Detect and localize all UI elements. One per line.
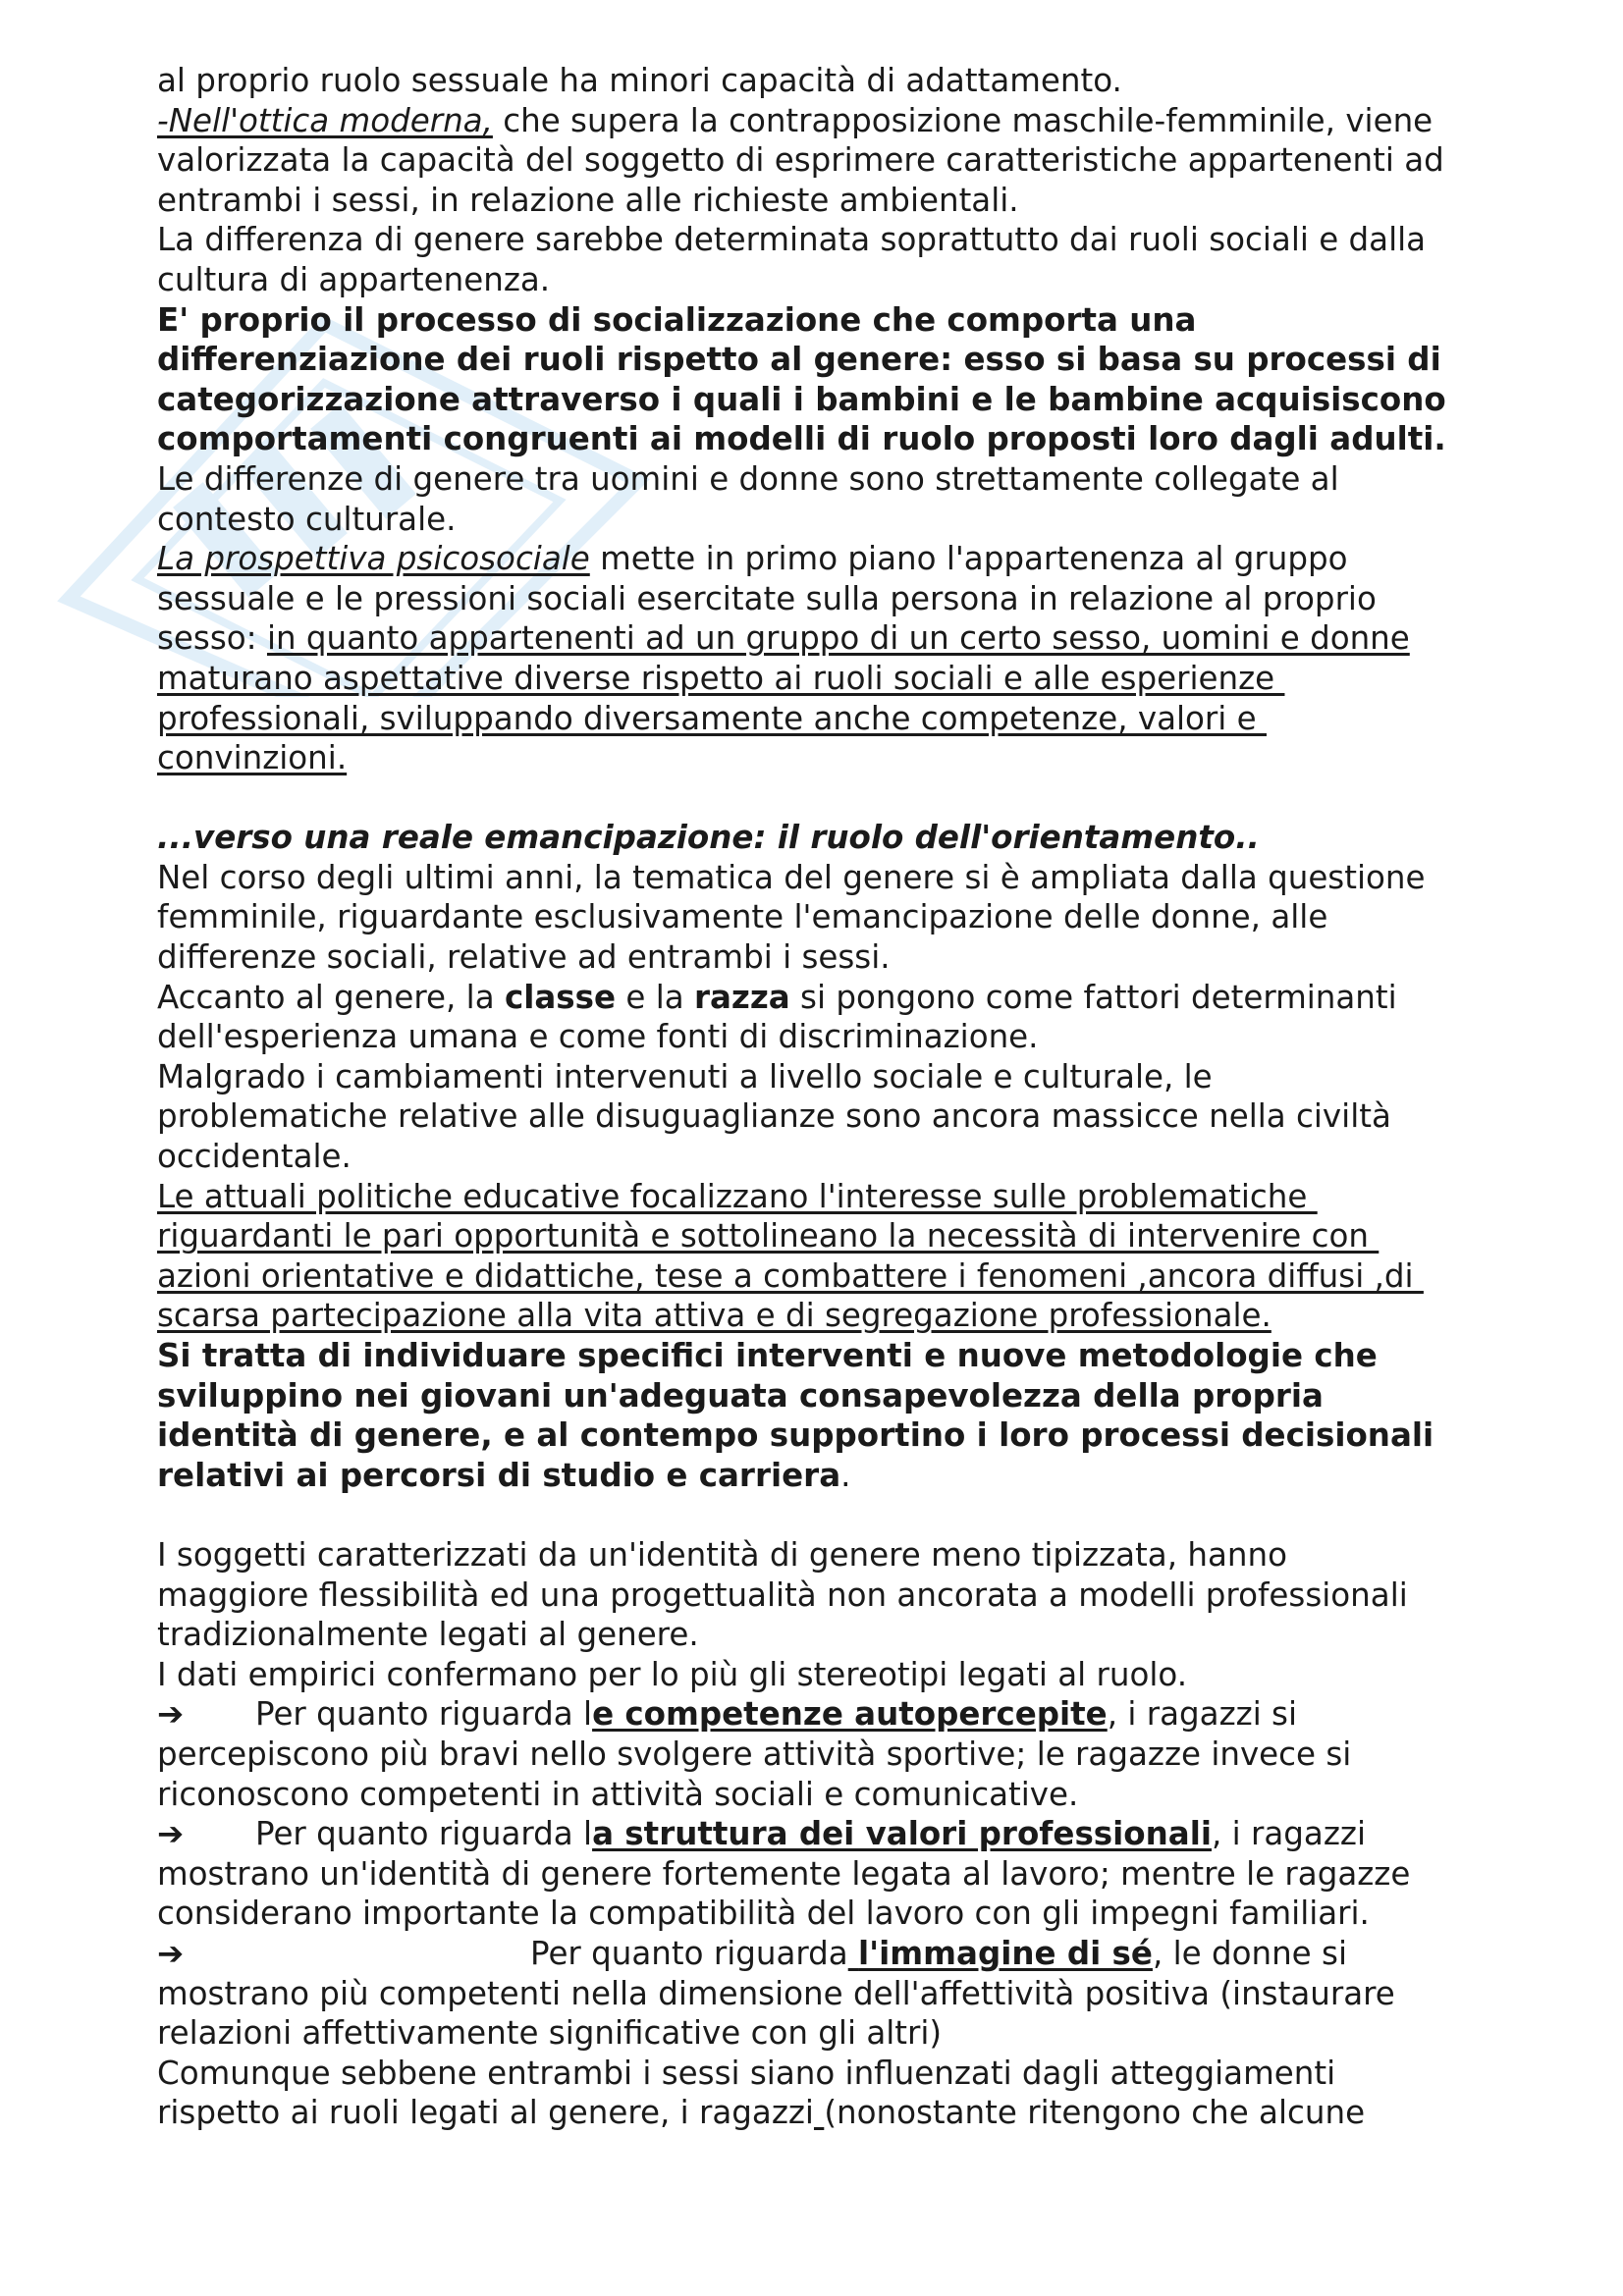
- arrow-icon: ➔: [157, 1695, 185, 1734]
- text-line: [157, 220, 1492, 260]
- text-run: valorizzata la capacità del soggetto di esprimere caratteristiche appartenenti ad: [157, 141, 1444, 180]
- text-run: rispetto ai ruoli legati al genere, i ragazzi: [157, 2094, 814, 2132]
- text-line: [157, 340, 1492, 380]
- paragraph: [157, 818, 1492, 1535]
- text-line: [157, 459, 1492, 500]
- text-run: .: [840, 1456, 851, 1494]
- blank-line: [157, 778, 1492, 819]
- text-run: Si tratta di individuare specifici interventi e nuove metodologie che: [157, 1337, 1378, 1374]
- text-run: categorizzazione attraverso i quali i bambini e le bambine acquisiscono: [157, 380, 1446, 418]
- text-run: classe: [504, 978, 617, 1016]
- text-run: La differenza di genere sarebbe determinata soprattutto dai ruoli sociali e dalla: [157, 221, 1427, 259]
- text-line: [157, 858, 1492, 898]
- text-line: [157, 1177, 1492, 1217]
- text-run: Per quanto riguarda l: [255, 1815, 593, 1853]
- text-line: [157, 260, 1492, 300]
- text-run: razza: [693, 978, 790, 1016]
- text-line: [157, 2093, 1492, 2133]
- text-run: convinzioni.: [157, 739, 348, 777]
- text-line: [157, 1775, 1492, 1815]
- text-line: [157, 1336, 1492, 1376]
- text-run: E' proprio il processo di socializzazione che comporta una: [157, 300, 1197, 339]
- text-run: e competenze autopercepite: [592, 1695, 1108, 1734]
- text-line: [157, 300, 1492, 341]
- text-line: [157, 1854, 1492, 1895]
- text-run: professionali, sviluppando diversamente anche competenze, valori e: [157, 699, 1267, 737]
- text-line: [157, 1456, 1492, 1496]
- text-run: , le donne si: [1152, 1934, 1347, 1972]
- text-run: sessuale e le pressioni sociali esercitate sulla persona in relazione al proprio: [157, 579, 1377, 617]
- document-page: [157, 61, 1492, 2133]
- text-run: [814, 2094, 824, 2131]
- blank-line: [157, 1495, 1492, 1535]
- text-line: [157, 818, 1492, 858]
- text-run: cultura di appartenenza.: [157, 260, 551, 298]
- text-run: considerano importante la compatibilità del lavoro con gli impegni familiari.: [157, 1895, 1370, 1933]
- text-run: percepiscono più bravi nello svolgere attività sportive; le ragazze invece si: [157, 1735, 1352, 1773]
- text-line: [157, 1934, 1492, 1974]
- text-line: [157, 1296, 1492, 1336]
- text-run: sviluppino nei giovani un'adeguata consapevolezza della propria: [157, 1376, 1324, 1415]
- text-line: [157, 1615, 1492, 1655]
- text-run: , i ragazzi si: [1107, 1695, 1298, 1734]
- text-run: identità di genere, e al contempo supportino i loro processi decisionali: [157, 1416, 1434, 1455]
- text-run: I soggetti caratterizzati da un'identità di genere meno tipizzata, hanno: [157, 1535, 1287, 1574]
- text-line: [157, 2013, 1492, 2054]
- text-line: [157, 937, 1492, 978]
- paragraph: [157, 459, 1492, 539]
- arrow-icon: ➔: [157, 1815, 185, 1853]
- text-run: dell'esperienza umana e come fonti di discriminazione.: [157, 1018, 1039, 1056]
- text-run: Nel corso degli ultimi anni, la tematica del genere si è ampliata dalla questione: [157, 858, 1426, 896]
- text-run: differenze sociali, relative ad entrambi i sessi.: [157, 938, 891, 977]
- text-run: maturano aspettative diverse rispetto ai ruoli sociali e alle esperienze: [157, 659, 1285, 697]
- text-run: scarsa partecipazione alla vita attiva e di segregazione professionale.: [157, 1297, 1271, 1335]
- text-line: [157, 1655, 1492, 1695]
- text-run: La prospettiva psicosociale: [157, 540, 590, 578]
- text-run: in quanto appartenenti ad un gruppo di un certo sesso, uomini e donne: [266, 619, 1410, 658]
- text-line: [157, 2054, 1492, 2094]
- text-run: a struttura dei valori professionali: [592, 1815, 1212, 1853]
- text-run: azioni orientative e didattiche, tese a combattere i fenomeni ,ancora diffusi ,di: [157, 1256, 1424, 1295]
- text-line: [157, 1017, 1492, 1057]
- text-run: comportamenti congruenti ai modelli di ruolo proposti loro dagli adulti.: [157, 420, 1446, 458]
- text-run: che supera la contrapposizione maschile-femminile, viene: [492, 101, 1434, 139]
- text-line: [157, 659, 1492, 699]
- text-line: [157, 380, 1492, 420]
- text-run: Le attuali politiche educative focalizzano l'interesse sulle problematiche: [157, 1177, 1318, 1215]
- text-line: [157, 618, 1492, 659]
- text-line: [157, 1894, 1492, 1934]
- arrow-icon: ➔: [157, 1934, 185, 1972]
- text-line: [157, 699, 1492, 739]
- text-run: si pongono come fattori determinanti: [789, 978, 1397, 1016]
- text-line: [157, 419, 1492, 459]
- paragraph: [157, 539, 1492, 818]
- paragraph: [157, 1535, 1492, 2133]
- text-line: [157, 61, 1492, 101]
- text-line: [157, 1814, 1492, 1854]
- text-line: [157, 140, 1492, 181]
- text-line: [157, 1096, 1492, 1137]
- text-run: mostrano più competenti nella dimensione dell'affettività positiva (instaurare: [157, 1974, 1395, 2012]
- text-run: relativi ai percorsi di studio e carriera: [157, 1456, 841, 1494]
- text-run: Malgrado i cambiamenti intervenuti a livello sociale e culturale, le: [157, 1057, 1213, 1095]
- text-line: [157, 539, 1492, 579]
- text-run: problematiche relative alle disuguaglianze sono ancora massicce nella civiltà: [157, 1097, 1391, 1136]
- text-run: [848, 1935, 858, 1972]
- text-line: [157, 1974, 1492, 2014]
- text-line: [157, 1735, 1492, 1775]
- text-line: [157, 1535, 1492, 1575]
- paragraph: [157, 300, 1492, 459]
- text-run: I dati empirici confermano per lo più gli stereotipi legati al ruolo.: [157, 1655, 1188, 1693]
- text-line: [157, 897, 1492, 937]
- text-run: l'immagine di sé: [858, 1934, 1153, 1972]
- text-run: mette in primo piano l'appartenenza al gruppo: [589, 540, 1348, 578]
- text-line: [157, 738, 1492, 778]
- text-line: [157, 1575, 1492, 1616]
- text-run: ...verso una reale emancipazione: il ruolo dell'orientamento..: [157, 819, 1260, 857]
- text-run: (nonostante ritengono che alcune: [824, 2094, 1366, 2132]
- text-run: contesto culturale.: [157, 500, 457, 538]
- text-run: maggiore flessibilità ed una progettualità non ancorata a modelli professionali: [157, 1575, 1408, 1614]
- text-run: Per quanto riguarda: [530, 1934, 848, 1972]
- text-run: Per quanto riguarda l: [255, 1695, 593, 1734]
- text-line: [157, 1415, 1492, 1456]
- text-run: differenziazione dei ruoli rispetto al genere: esso si basa su processi di: [157, 341, 1441, 379]
- text-run: tradizionalmente legati al genere.: [157, 1616, 699, 1654]
- text-run: Accanto al genere, la: [157, 978, 505, 1016]
- text-run: riconoscono competenti in attività sociali e comunicative.: [157, 1775, 1079, 1813]
- text-line: [157, 500, 1492, 540]
- text-run: Comunque sebbene entrambi i sessi siano influenzati dagli atteggiamenti: [157, 2054, 1336, 2092]
- text-run: al proprio ruolo sessuale ha minori capacità di adattamento.: [157, 62, 1122, 99]
- text-line: [157, 1376, 1492, 1416]
- text-line: [157, 1694, 1492, 1735]
- text-line: [157, 1256, 1492, 1297]
- text-run: entrambi i sessi, in relazione alle richieste ambientali.: [157, 181, 1019, 219]
- text-run: relazioni affettivamente significative con gli altri): [157, 2014, 943, 2053]
- text-line: [157, 1216, 1492, 1256]
- text-run: e la: [616, 978, 694, 1016]
- text-line: [157, 1057, 1492, 1097]
- text-line: [157, 579, 1492, 619]
- text-run: riguardanti le pari opportunità e sottolineano la necessità di intervenire con: [157, 1217, 1380, 1255]
- paragraph: [157, 61, 1492, 300]
- text-line: [157, 181, 1492, 221]
- text-run: , i ragazzi: [1211, 1815, 1366, 1853]
- text-run: mostrano un'identità di genere fortemente legata al lavoro; mentre le ragazze: [157, 1854, 1411, 1893]
- text-line: [157, 978, 1492, 1018]
- text-run: Le differenze di genere tra uomini e donne sono strettamente collegate al: [157, 459, 1339, 498]
- text-run: occidentale.: [157, 1138, 352, 1176]
- text-run: -Nell'ottica moderna,: [157, 101, 493, 139]
- text-line: [157, 1137, 1492, 1177]
- text-run: sesso:: [157, 619, 267, 658]
- text-line: [157, 101, 1492, 141]
- text-run: femminile, riguardante esclusivamente l'emancipazione delle donne, alle: [157, 898, 1328, 936]
